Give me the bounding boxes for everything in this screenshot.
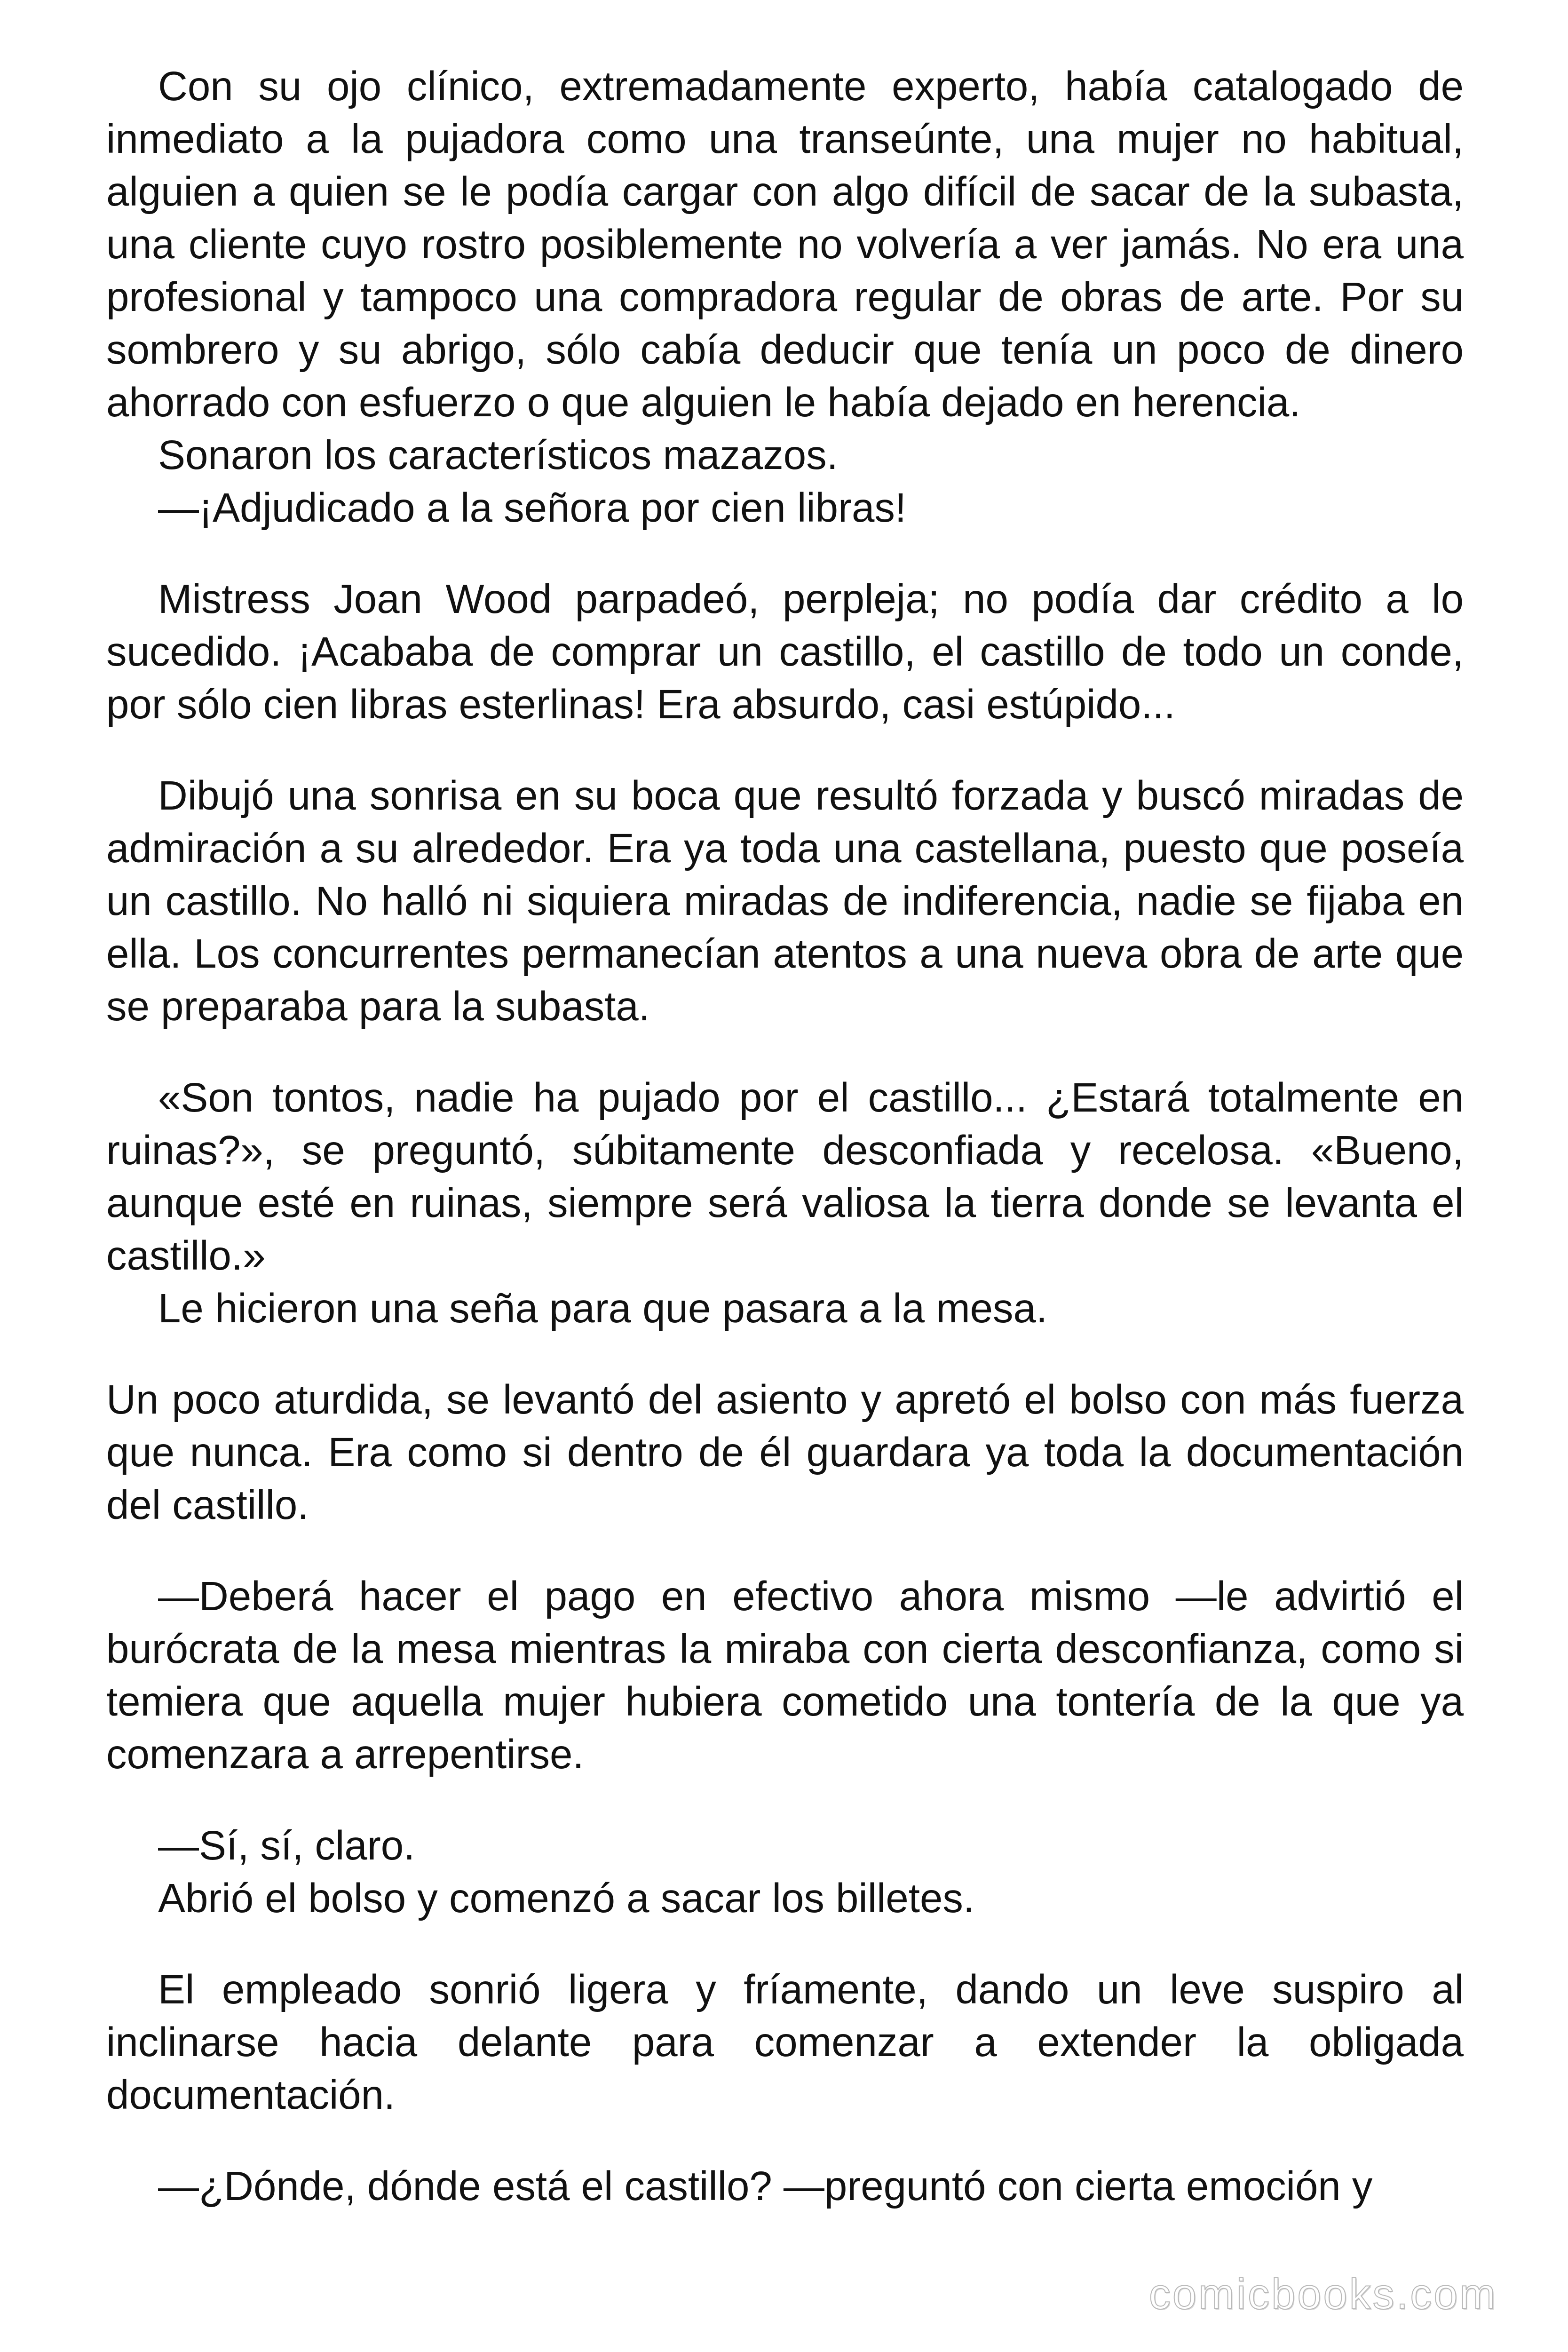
paragraph-gap [106,2122,1464,2160]
paragraph-gap [106,1033,1464,1072]
watermark: comicbooks.com [1148,2270,1497,2318]
paragraph-gap [106,1335,1464,1374]
paragraph: Un poco aturdida, se levantó del asiento y apretó el bolso con más fuerza que nunca. Era como si dentro de él guardara ya toda la documentación del castillo. [106,1377,1464,1528]
paragraph: —Sí, sí, claro. [158,1823,415,1868]
paragraph: «Son tontos, nadie ha pujado por el castillo... ¿Estará totalmente en ruinas?», se preguntó, súbitamente desconfiada y recelosa. «Bueno, aunque esté en ruinas, siempre será valiosa la tierra donde se levanta el castillo.» [106,1075,1464,1279]
paragraph: —¿Dónde, dónde está el castillo? —preguntó con cierta emoción y [158,2163,1373,2209]
paragraph-gap [106,731,1464,770]
paragraph-gap [106,1925,1464,1963]
paragraph: Le hicieron una seña para que pasara a la mesa. [158,1286,1048,1331]
paragraph: El empleado sonrió ligera y fríamente, dando un leve suspiro al inclinarse hacia delante para comenzar a extender la obligada documentación. [106,1967,1464,2118]
paragraph-gap [106,1781,1464,1820]
paragraph: —¡Adjudicado a la señora por cien libras! [158,485,907,531]
paragraph: Con su ojo clínico, extremadamente experto, había catalogado de inmediato a la pujadora como una transeúnte, una mujer no habitual, alguien a quien se le podía cargar con algo difícil de sacar de la subasta, una cliente cuyo rostro posiblemente no volvería a ver jamás. No era una profesional y tampoco una compradora regular de obras de arte. Por su sombrero y su abrigo, sólo cabía deducir que tenía un poco de dinero ahorrado con esfuerzo o que alguien le había dejado en herencia. [106,64,1464,425]
paragraph-gap [106,534,1464,573]
paragraph: Abrió el bolso y comenzó a sacar los billetes. [158,1875,975,1921]
paragraph-gap [106,1532,1464,1570]
paragraph: Mistress Joan Wood parpadeó, perpleja; no podía dar crédito a lo sucedido. ¡Acababa de comprar un castillo, el castillo de todo un conde, por sólo cien libras esterlinas! Era absurdo, casi estúpido... [106,576,1464,727]
paragraph: Dibujó una sonrisa en su boca que resultó forzada y buscó miradas de admiración a su alrededor. Era ya toda una castellana, puesto que poseía un castillo. No halló ni siquiera miradas de indiferencia, nadie se fijaba en ella. Los concurrentes permanecían atentos a una nueva obra de arte que se preparaba para la subasta. [106,773,1464,1029]
paragraph: Sonaron los característicos mazazos. [158,432,838,478]
document-page [106,60,1464,2213]
paragraph: —Deberá hacer el pago en efectivo ahora mismo —le advirtió el burócrata de la mesa mientras la miraba con cierta desconfianza, como si temiera que aquella mujer hubiera cometido una tontería de la que ya comenzara a arrepentirse. [106,1573,1464,1777]
